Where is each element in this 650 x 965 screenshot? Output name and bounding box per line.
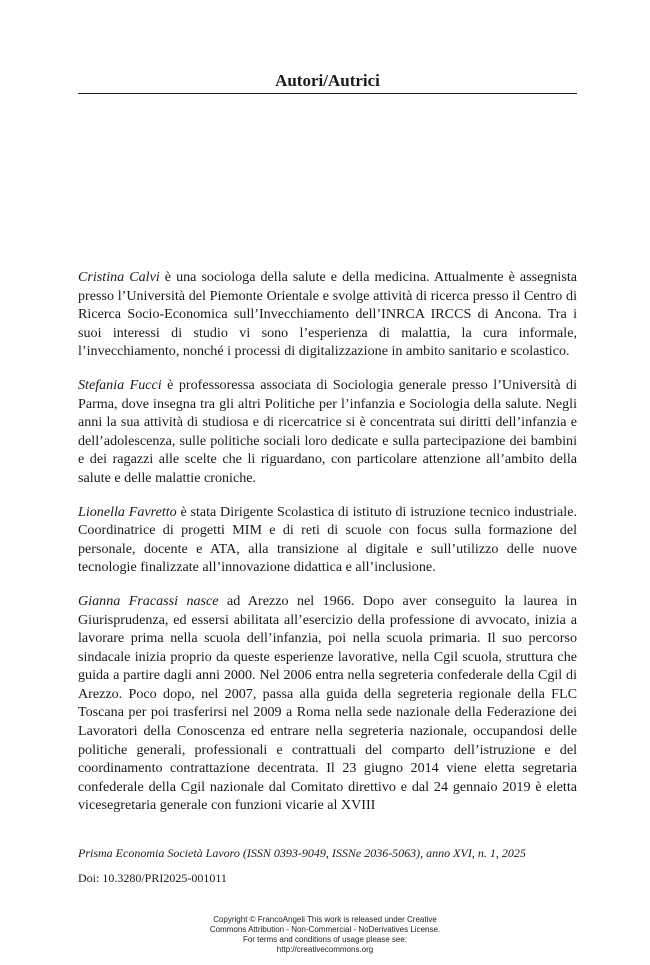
bio-text: ad Arezzo nel 1966. Dopo aver conseguito la laurea in Giurisprudenza, ed essersi abilitata all’esercizio della professione di avvocato, inizia a lavorare prima nella scuola dell’infanzia, poi nella scuola primaria. Il suo percorso sindacale inizia proprio da queste esperienze lavorative, nella Cgil scuola, struttura che guida a partire dagli anni 2000. Nel 2006 entra nella segreteria confederale della Cgil di Arezzo. Poco dopo, nel 2007, passa alla guida della segreteria regionale della FLC Toscana per poi trasferirsi nel 2009 a Roma nella sede nazionale della Federazione dei Lavoratori della Conoscenza ed entrare nella segreteria nazionale, occupandosi delle politiche generali, professionali e contrattuali del comparto dell’istruzione e del coordinamento contrattazione decentrata. Il 23 giugno 2014 viene eletta segretaria confederale della Cgil nazionale dal Comitato direttivo e dal 24 gennaio 2019 è eletta vicesegretaria generale con funzioni vicarie al XVIII — [78, 592, 577, 814]
bio-text: è una sociologa della salute e della medicina. Attualmente è assegnista presso l’Università del Piemonte Orientale e svolge attività di ricerca presso il Centro di Ricerca Socio-Economica sull’Invecchiamento dell’INRCA IRCCS di Ancona. Tra i suoi interessi di studio vi sono l’esperienza di malattia, la cura informale, l’invecchiamento, nonché i processi di digitalizzazione in ambito sanitario e scolastico. — [78, 269, 578, 360]
author-name: Gianna Fracassi nasce — [78, 592, 219, 609]
bio-paragraph-calvi — [78, 268, 577, 361]
page-title: Autori/Autrici — [275, 71, 380, 90]
license-link[interactable]: http://creativecommons.org — [276, 945, 374, 954]
title-rule — [78, 93, 577, 94]
bio-paragraph-fucci — [78, 376, 577, 488]
license-line: Commons Attribution - Non-Commercial - NoDerivatives License. — [209, 925, 441, 934]
doi-line: Doi: 10.3280/PRI2025-001011 — [78, 871, 227, 885]
bio-text: è professoressa associata di Sociologia generale presso l’Università di Parma, dove insegna tra gli altri Politiche per l’infanzia e Sociologia della salute. Negli anni la sua attività di studiosa e di ricercatrice si è concentrata sui diritti dell’infanzia e dell’adolescenza, sulle politiche sociali loro dedicate e sulla partecipazione dei bambini e dei ragazzi alle scelte che li riguardano, con particolare attenzione all’ambito della salute e delle malattie croniche. — [78, 376, 577, 486]
license-line: For terms and conditions of usage please see: — [242, 935, 408, 944]
author-name: Stefania Fucci — [78, 376, 162, 393]
license-line: Copyright © FrancoAngeli This work is released under Creative — [213, 915, 437, 924]
bio-paragraph-favretto — [78, 503, 577, 577]
license-notice — [160, 915, 490, 955]
bio-text: è stata Dirigente Scolastica di istituto di istruzione tecnico industriale. Coordinatrice di progetti MIM e di reti di scuole con focus sulla formazione del personale, docente e ATA, alla transizione al digitale e sull’utilizzo delle nuove tecnologie finalizzate all’innovazione didattica e all’inclusione. — [78, 503, 577, 576]
author-name: Lionella Favretto — [78, 503, 177, 520]
author-name: Cristina Calvi — [78, 269, 160, 285]
journal-citation: Prisma Economia Società Lavoro (ISSN 0393-9049, ISSNe 2036-5063), anno XVI, n. 1, 2025 — [78, 846, 526, 860]
bio-paragraph-fracassi — [78, 592, 577, 814]
bios-section — [78, 268, 578, 814]
